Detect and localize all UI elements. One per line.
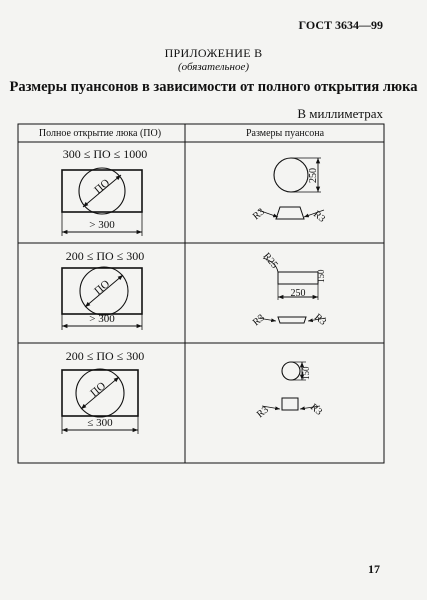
opening-condition: 300 ≤ ПО ≤ 1000 xyxy=(62,147,148,161)
punch-radius-right: R3 xyxy=(311,208,328,225)
punch-dimension: 250 xyxy=(308,168,319,183)
punch-radius-right: R3 xyxy=(312,311,329,328)
punch-dimension: 150 xyxy=(301,366,311,380)
punch-diagram xyxy=(258,158,324,219)
width-label: > 300 xyxy=(89,219,115,231)
table-grid xyxy=(18,124,384,463)
punch-diagram xyxy=(262,362,320,410)
punch-width: 250 xyxy=(290,288,306,299)
punch-radius-left: R3 xyxy=(250,312,267,329)
units-note: В миллиметрах xyxy=(297,106,383,121)
opening-condition: 200 ≤ ПО ≤ 300 xyxy=(65,349,145,363)
table-row xyxy=(62,249,328,330)
punch-height: 150 xyxy=(316,269,326,283)
column-header-punch: Размеры пуансона xyxy=(245,128,325,139)
punch-radius-left: R3 xyxy=(254,404,271,421)
punch-corner-radius: R25 xyxy=(260,250,280,271)
punch-radius-right: R3 xyxy=(308,401,325,418)
page-number: 17 xyxy=(368,562,380,576)
opening-condition: 200 ≤ ПО ≤ 300 xyxy=(65,249,145,263)
table-row xyxy=(62,147,327,236)
hatch-label: ПО xyxy=(92,176,113,197)
appendix-title: ПРИЛОЖЕНИЕ В xyxy=(164,46,263,60)
punch-radius-left: R3 xyxy=(250,206,267,223)
page-heading: Размеры пуансонов в зависимости от полного открытия люка xyxy=(9,79,418,95)
width-label: > 300 xyxy=(89,313,115,325)
width-label: ≤ 300 xyxy=(87,417,113,429)
appendix-status: (обязательное) xyxy=(177,61,250,73)
hatch-label: ПО xyxy=(92,277,113,298)
table-row xyxy=(62,349,324,434)
hatch-label: ПО xyxy=(88,379,109,400)
column-header-opening: Полное открытие люка (ПО) xyxy=(38,128,162,139)
standard-number: ГОСТ 3634—99 xyxy=(298,18,383,32)
